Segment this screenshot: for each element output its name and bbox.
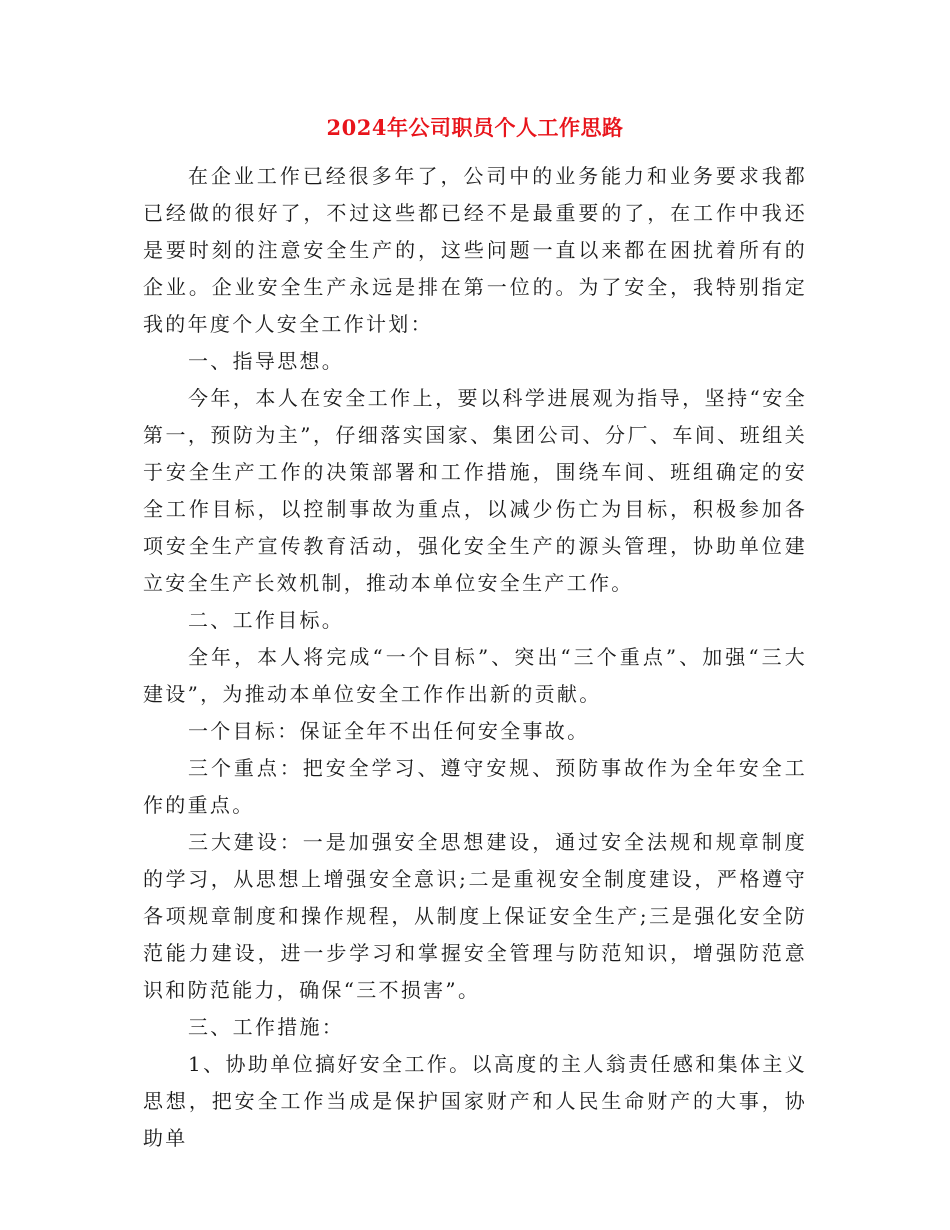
heading-work-goals: 二、工作目标。 — [188, 608, 345, 632]
document-body — [143, 158, 807, 1157]
paragraph-guiding-ideology: 今年，本人在安全工作上，要以科学进展观为指导，坚持“安全第一，预防为主”，仔细落实国家、集团公司、分厂、车间、班组关于安全生产工作的决策部署和工作措施，围绕车间、班组确定的安全工作目标，以控制事故为重点，以减少伤亡为目标，积极参加各项安全生产宣传教育活动，强化安全生产的源头管理，协助单位建立安全生产长效机制，推动本单位安全生产工作。 — [143, 386, 807, 595]
paragraph-three-constructions: 三大建设：一是加强安全思想建设，通过安全法规和规章制度的学习，从思想上增强安全意识;二是重视安全制度建设，严格遵守各项规章制度和操作规程，从制度上保证安全生产;三是强化安全防范能力建设，进一步学习和掌握安全管理与防范知识，增强防范意识和防范能力，确保“三不损害”。 — [143, 830, 807, 1002]
paragraph-intro: 在企业工作已经很多年了，公司中的业务能力和业务要求我都已经做的很好了，不过这些都已经不是最重要的了，在工作中我还是要时刻的注意安全生产的，这些问题一直以来都在困扰着所有的企业。企业安全生产永远是排在第一位的。为了安全，我特别指定我的年度个人安全工作计划： — [143, 164, 807, 336]
document-title: 2024年公司职员个人工作思路 — [326, 115, 624, 140]
paragraph-work-goals: 全年，本人将完成“一个目标”、突出“三个重点”、加强“三大建设”，为推动本单位安全工作作出新的贡献。 — [143, 645, 807, 706]
heading-work-measures: 三、工作措施： — [188, 1015, 345, 1039]
paragraph-three-priorities: 三个重点：把安全学习、遵守安规、预防事故作为全年安全工作的重点。 — [143, 756, 807, 817]
paragraph-one-goal: 一个目标：保证全年不出任何安全事故。 — [188, 719, 590, 743]
heading-guiding-ideology: 一、指导思想。 — [188, 349, 345, 373]
paragraph-measure-1: 1、协助单位搞好安全工作。以高度的主人翁责任感和集体主义思想，把安全工作当成是保护国家财产和人民生命财产的大事，协助单 — [143, 1052, 807, 1150]
